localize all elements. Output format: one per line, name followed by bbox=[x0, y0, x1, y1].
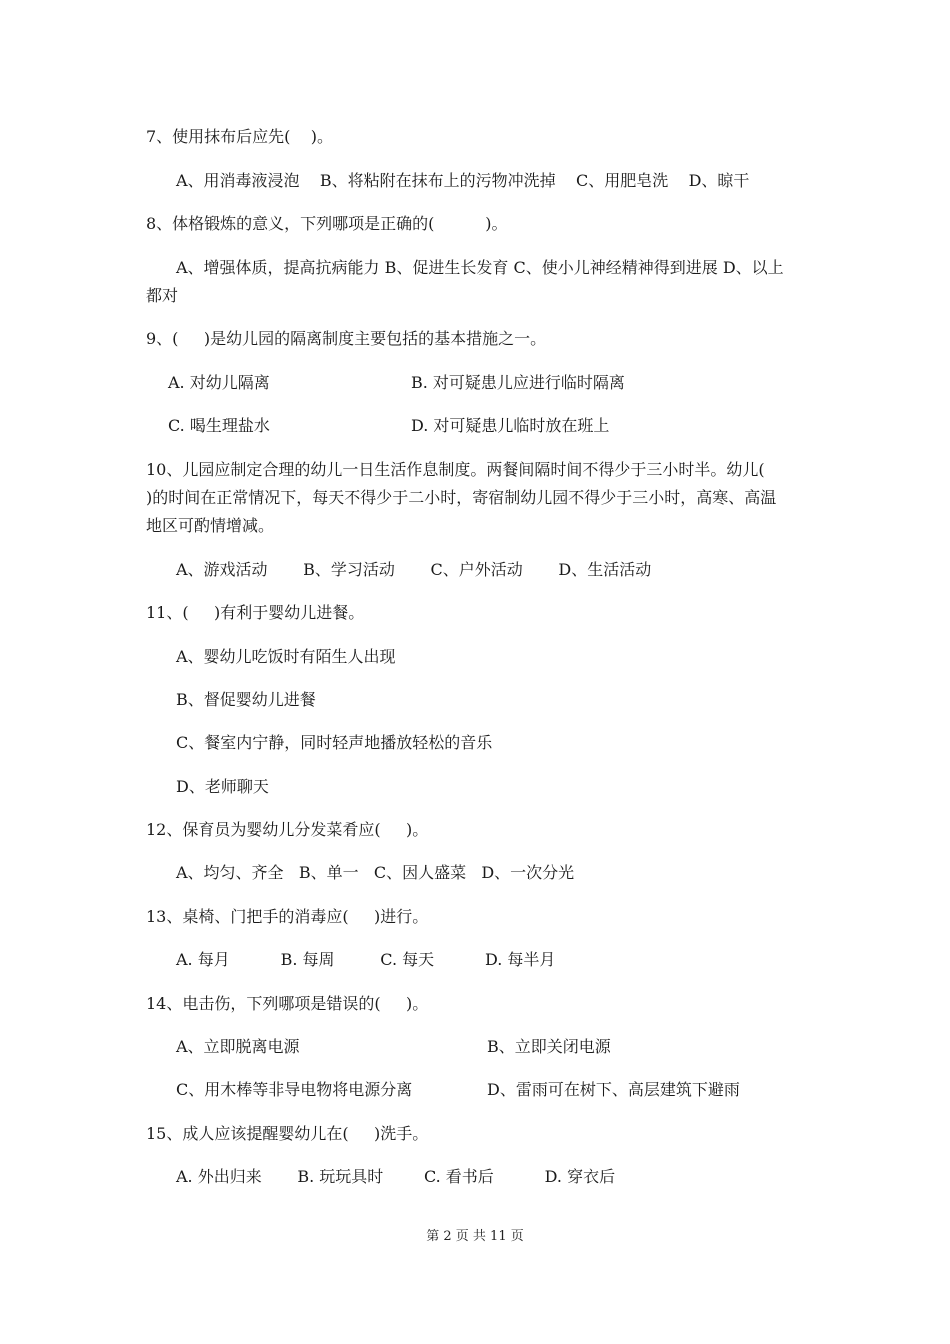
question-11-stem: 11、( )有利于婴幼儿进餐。 bbox=[146, 603, 365, 622]
question-10-line3: 地区可酌情增减。 bbox=[146, 516, 275, 535]
question-9-option-b: B. 对可疑患儿应进行临时隔离 bbox=[411, 373, 625, 392]
question-13-options: A. 每月 B. 每周 C. 每天 D. 每半月 bbox=[176, 950, 556, 969]
question-11-option-a: A、婴幼儿吃饭时有陌生人出现 bbox=[176, 647, 396, 666]
question-9-stem: 9、( )是幼儿园的隔离制度主要包括的基本措施之一。 bbox=[146, 329, 547, 348]
question-14-stem: 14、电击伤，下列哪项是错误的( )。 bbox=[146, 994, 429, 1013]
question-14-option-a: A、立即脱离电源 bbox=[176, 1037, 300, 1056]
question-10-line2: )的时间在正常情况下，每天不得少于二小时，寄宿制幼儿园不得少于三小时，高寒、高温 bbox=[146, 488, 777, 507]
question-11-option-d: D、老师聊天 bbox=[176, 777, 269, 796]
question-8-options-line2: 都对 bbox=[146, 286, 179, 305]
question-11-option-c: C、餐室内宁静，同时轻声地播放轻松的音乐 bbox=[176, 733, 493, 752]
question-13-stem: 13、桌椅、门把手的消毒应( )进行。 bbox=[146, 907, 429, 926]
question-15-options: A. 外出归来 B. 玩玩具时 C. 看书后 D. 穿衣后 bbox=[176, 1167, 616, 1186]
question-9-option-a: A. 对幼儿隔离 bbox=[168, 373, 270, 392]
question-11-option-b: B、督促婴幼儿进餐 bbox=[176, 690, 316, 709]
question-15-stem: 15、成人应该提醒婴幼儿在( )洗手。 bbox=[146, 1124, 429, 1143]
question-14-option-c: C、用木棒等非导电物将电源分离 bbox=[176, 1080, 413, 1099]
question-7-stem: 7、使用抹布后应先( )。 bbox=[146, 127, 334, 146]
question-12-stem: 12、保育员为婴幼儿分发菜肴应( )。 bbox=[146, 820, 429, 839]
question-8-stem: 8、体格锻炼的意义，下列哪项是正确的( )。 bbox=[146, 214, 508, 233]
question-12-options: A、均匀、齐全 B、单一 C、因人盛菜 D、一次分光 bbox=[176, 863, 575, 882]
question-10-options: A、游戏活动 B、学习活动 C、户外活动 D、生活活动 bbox=[176, 560, 652, 579]
question-14-option-d: D、雷雨可在树下、高层建筑下避雨 bbox=[487, 1080, 740, 1099]
question-14-option-b: B、立即关闭电源 bbox=[487, 1037, 611, 1056]
question-10-line1: 10、儿园应制定合理的幼儿一日生活作息制度。两餐间隔时间不得少于三小时半。幼儿( bbox=[146, 460, 765, 479]
question-9-option-d: D. 对可疑患儿临时放在班上 bbox=[411, 416, 610, 435]
page-number-footer: 第 2 页 共 11 页 bbox=[426, 1229, 524, 1244]
question-9-option-c: C. 喝生理盐水 bbox=[168, 416, 270, 435]
question-7-options: A、用消毒液浸泡 B、将粘附在抹布上的污物冲洗掉 C、用肥皂洗 D、晾干 bbox=[176, 171, 750, 190]
question-8-options-line1: A、增强体质，提高抗病能力 B、促进生长发育 C、使小儿神经精神得到进展 D、以上 bbox=[176, 258, 784, 277]
